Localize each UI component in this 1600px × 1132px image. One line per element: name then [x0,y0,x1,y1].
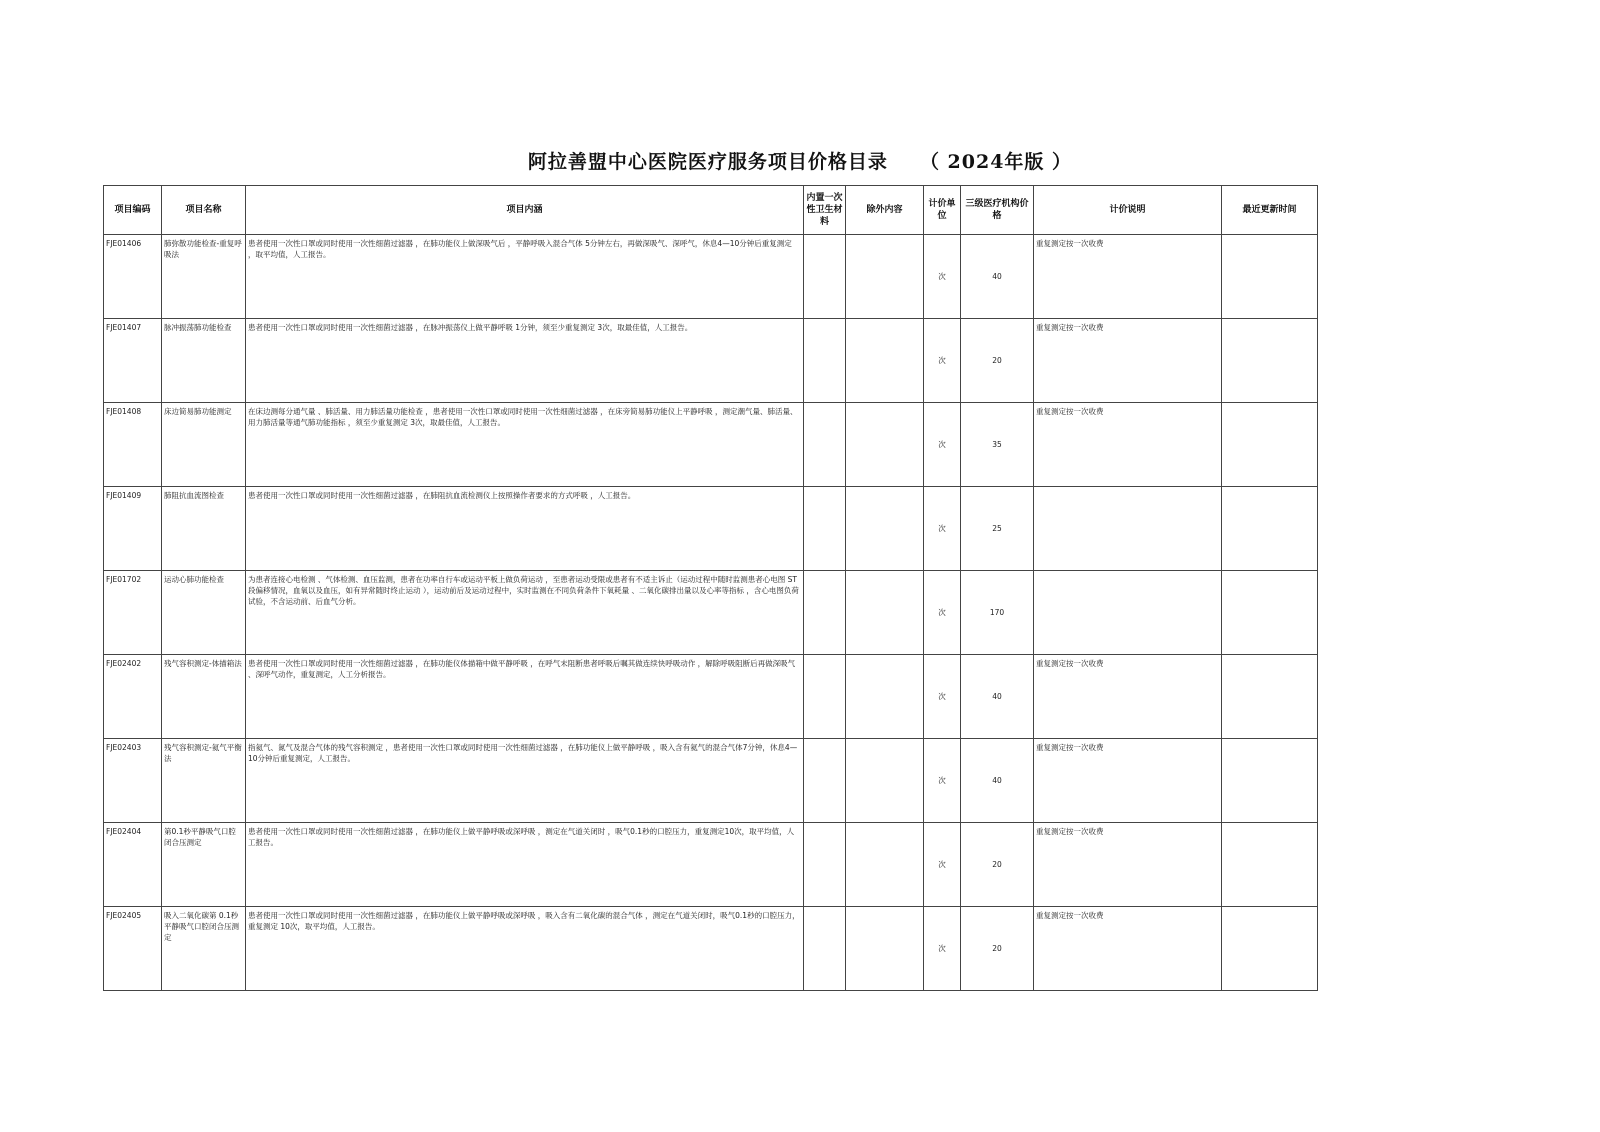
cell-materials [804,403,846,487]
cell-content: 在床边测每分通气量 、肺活量、用力肺活量功能检查 ，患者使用一次性口罩或同时使用一次性细菌过滤器 ，在床旁简易肺功能仪上平静呼吸 ，测定潮气量、肺活量、用力肺活量等通气肺功能指标 ，须至少重复测定 3次，取最佳值，人工报告。 [246,403,804,487]
table-row [104,487,1318,571]
table-row [104,907,1318,991]
cell-content: 患者使用一次性口罩或同时使用一次性细菌过滤器 ，在肺功能仪体描箱中做平静呼吸 ，在呼气末阻断患者呼吸后嘱其做连续快呼吸动作 ，解除呼吸阻断后再做深吸气 、深呼气动作，重复测定，人工分析报告。 [246,655,804,739]
cell-price: 40 [961,739,1034,823]
cell-price: 25 [961,487,1034,571]
table-row [104,403,1318,487]
cell-notes [1034,571,1222,655]
cell-price: 35 [961,403,1034,487]
cell-updated [1222,655,1318,739]
cell-unit: 次 [924,907,961,991]
cell-updated [1222,739,1318,823]
header-row [104,186,1318,235]
header-exclusions: 除外内容 [846,186,924,235]
cell-updated [1222,403,1318,487]
header-materials: 内置一次性卫生材料 [804,186,846,235]
cell-notes: 重复测定按一次收费 [1034,403,1222,487]
cell-content: 指氦气、氮气及混合气体的残气容积测定 ，患者使用一次性口罩或同时使用一次性细菌过滤器 ，在肺功能仪上做平静呼吸 ，吸入含有氦气的混合气体7分钟，休息4—10分钟后重复测定，人工报告。 [246,739,804,823]
cell-materials [804,319,846,403]
cell-code: FJE01408 [104,403,162,487]
cell-unit: 次 [924,487,961,571]
cell-name: 肺弥散功能检查-重复呼吸法 [162,235,246,319]
cell-code: FJE02403 [104,739,162,823]
table-row [104,739,1318,823]
cell-updated [1222,487,1318,571]
cell-code: FJE02402 [104,655,162,739]
cell-name: 残气容积测定-氦气平衡法 [162,739,246,823]
table-row [104,655,1318,739]
cell-name: 脉冲振荡肺功能检查 [162,319,246,403]
cell-unit: 次 [924,403,961,487]
cell-exclusions [846,487,924,571]
header-code: 项目编码 [104,186,162,235]
cell-notes: 重复测定按一次收费 [1034,823,1222,907]
cell-name: 第0.1秒平静吸气口腔闭合压测定 [162,823,246,907]
cell-materials [804,235,846,319]
table-row [104,319,1318,403]
cell-price: 40 [961,655,1034,739]
cell-updated [1222,571,1318,655]
price-table [103,185,1318,991]
cell-unit: 次 [924,739,961,823]
cell-materials [804,655,846,739]
cell-unit: 次 [924,655,961,739]
cell-notes: 重复测定按一次收费 [1034,235,1222,319]
cell-content: 患者使用一次性口罩或同时使用一次性细菌过滤器 ，在肺阻抗血流检测仪上按照操作者要求的方式呼吸 ，人工报告。 [246,487,804,571]
cell-price: 20 [961,823,1034,907]
cell-exclusions [846,655,924,739]
title-text: 阿拉善盟中心医院医疗服务项目价格目录 [527,151,888,173]
cell-exclusions [846,571,924,655]
cell-exclusions [846,235,924,319]
cell-price: 20 [961,319,1034,403]
cell-code: FJE01702 [104,571,162,655]
cell-exclusions [846,823,924,907]
cell-updated [1222,823,1318,907]
cell-unit: 次 [924,823,961,907]
page-title [0,147,1600,174]
cell-code: FJE01409 [104,487,162,571]
cell-notes [1034,487,1222,571]
table-row [104,571,1318,655]
header-name: 项目名称 [162,186,246,235]
cell-unit: 次 [924,571,961,655]
cell-exclusions [846,319,924,403]
header-price: 三级医疗机构价格 [961,186,1034,235]
cell-price: 170 [961,571,1034,655]
table-row [104,823,1318,907]
cell-content: 患者使用一次性口罩或同时使用一次性细菌过滤器 ，在肺功能仪上做平静呼吸或深呼吸 ，测定在气道关闭时 ，吸气0.1秒的口腔压力，重复测定10次，取平均值，人工报告。 [246,823,804,907]
cell-code: FJE02404 [104,823,162,907]
cell-unit: 次 [924,319,961,403]
cell-notes: 重复测定按一次收费 [1034,319,1222,403]
cell-materials [804,571,846,655]
cell-code: FJE02405 [104,907,162,991]
cell-exclusions [846,403,924,487]
cell-content: 为患者连接心电检测 、气体检测、血压监测，患者在功率自行车或运动平板上做负荷运动 ，至患者运动受限或患者有不适主诉止（运动过程中随时监测患者心电图 ST段偏移情况，血氧以及血压，如有异常随时终止运动 ），运动前后及运动过程中，实时监测在不同负荷条件下氧耗量 、二氧化碳排出量以及心率等指标 ，含心电图负荷试验，不含运动前、后血气分析。 [246,571,804,655]
cell-name: 残气容积测定-体描箱法 [162,655,246,739]
cell-price: 20 [961,907,1034,991]
cell-code: FJE01407 [104,319,162,403]
cell-materials [804,823,846,907]
cell-exclusions [846,739,924,823]
cell-notes: 重复测定按一次收费 [1034,655,1222,739]
header-updated: 最近更新时间 [1222,186,1318,235]
table-row [104,235,1318,319]
cell-name: 肺阻抗血流图检查 [162,487,246,571]
title-edition: （ 2024年版 ） [919,151,1073,173]
cell-notes: 重复测定按一次收费 [1034,907,1222,991]
cell-name: 吸入二氧化碳第 0.1秒平静吸气口腔闭合压测定 [162,907,246,991]
cell-updated [1222,319,1318,403]
header-notes: 计价说明 [1034,186,1222,235]
cell-unit: 次 [924,235,961,319]
cell-name: 运动心肺功能检查 [162,571,246,655]
cell-content: 患者使用一次性口罩或同时使用一次性细菌过滤器 ，在肺功能仪上做深吸气后 ，平静呼吸入混合气体 5分钟左右，再做深吸气、深呼气，休息4—10分钟后重复测定 ，取平均值，人工报告。 [246,235,804,319]
cell-materials [804,907,846,991]
cell-content: 患者使用一次性口罩或同时使用一次性细菌过滤器 ，在脉冲振荡仪上做平静呼吸 1分钟，须至少重复测定 3次，取最佳值，人工报告。 [246,319,804,403]
header-content: 项目内涵 [246,186,804,235]
header-unit: 计价单位 [924,186,961,235]
cell-content: 患者使用一次性口罩或同时使用一次性细菌过滤器 ，在肺功能仪上做平静呼吸或深呼吸 ，吸入含有二氧化碳的混合气体 ，测定在气道关闭时，吸气0.1秒的口腔压力，重复测定 10次，取平均值，人工报告。 [246,907,804,991]
cell-code: FJE01406 [104,235,162,319]
cell-notes: 重复测定按一次收费 [1034,739,1222,823]
cell-name: 床边简易肺功能测定 [162,403,246,487]
cell-price: 40 [961,235,1034,319]
cell-materials [804,487,846,571]
cell-updated [1222,235,1318,319]
cell-exclusions [846,907,924,991]
cell-updated [1222,907,1318,991]
cell-materials [804,739,846,823]
